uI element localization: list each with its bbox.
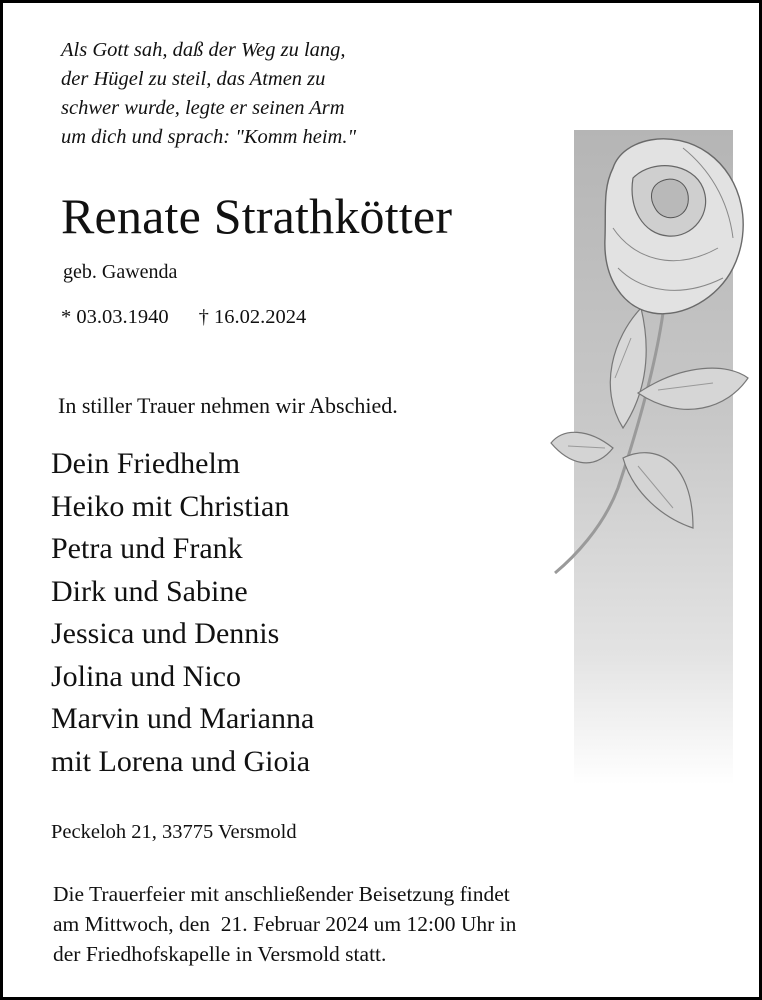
family-member: Heiko mit Christian bbox=[51, 489, 290, 523]
death-date: † 16.02.2024 bbox=[198, 306, 307, 328]
family-member: Jessica und Dennis bbox=[51, 617, 280, 650]
family-member: Dein Friedhelm bbox=[51, 447, 241, 480]
family-member: mit Lorena und Gioia bbox=[51, 744, 311, 778]
family-member: Jolina und Nico bbox=[51, 659, 241, 693]
service-line: am Mittwoch, den 21. Februar 2024 um 12:00 Uhr in bbox=[53, 912, 517, 936]
maiden-name: geb. Gawenda bbox=[63, 261, 178, 283]
rose-illustration bbox=[543, 128, 758, 588]
deceased-name: Renate Strathkötter bbox=[61, 188, 453, 244]
service-line: Die Trauerfeier mit anschließender Beisetzung findet bbox=[53, 882, 510, 906]
service-line: der Friedhofskapelle in Versmold statt. bbox=[53, 942, 387, 966]
poem-line: um dich und sprach: "Komm heim." bbox=[61, 126, 357, 148]
life-dates bbox=[61, 303, 306, 331]
family-list bbox=[51, 443, 314, 783]
family-member: Petra und Frank bbox=[51, 532, 243, 565]
farewell-text: In stiller Trauer nehmen wir Abschied. bbox=[58, 393, 398, 418]
poem-line: der Hügel zu steil, das Atmen zu bbox=[61, 68, 326, 90]
poem-line: Als Gott sah, daß der Weg zu lang, bbox=[61, 39, 346, 61]
poem-line: schwer wurde, legte er seinen Arm bbox=[61, 97, 345, 119]
family-member: Marvin und Marianna bbox=[51, 702, 315, 735]
birth-date: * 03.03.1940 bbox=[61, 306, 169, 328]
poem bbox=[61, 36, 356, 152]
service-info bbox=[53, 879, 516, 969]
family-member: Dirk und Sabine bbox=[51, 574, 248, 608]
address: Peckeloh 21, 33775 Versmold bbox=[51, 821, 297, 843]
